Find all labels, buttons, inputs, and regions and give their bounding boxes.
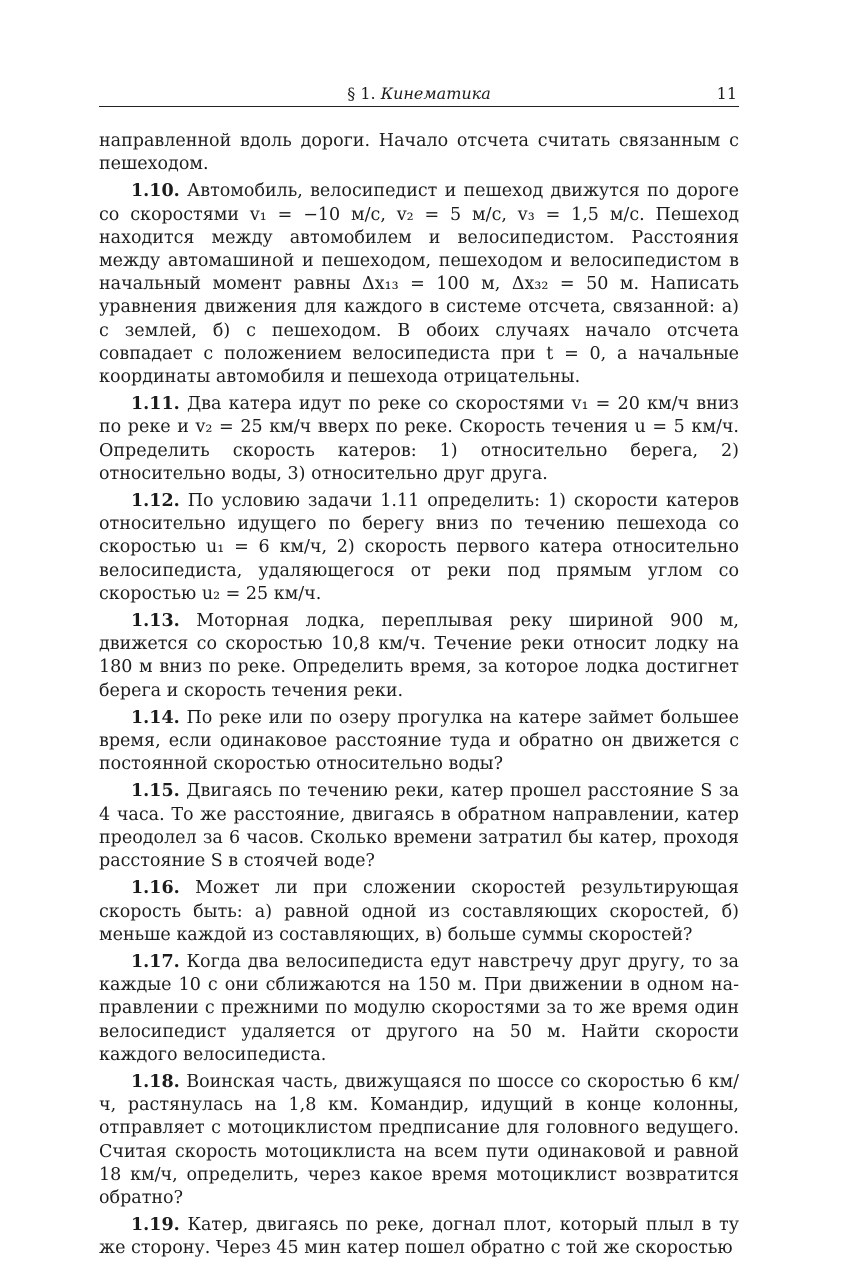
problem-1-11 <box>99 393 739 486</box>
running-head <box>99 82 739 107</box>
problem-1-12 <box>99 490 739 606</box>
section-heading <box>99 84 739 104</box>
problem-text: Когда два велосипедиста едут навстречу друг другу, то за каждые 10 с они сближаются на 150 м. При движении в одном направлении с прежними по модулю скоростями за то же время один велосипедист удаляется от другого на 50 м. Найти скорости каждого велосипедиста. <box>99 951 739 1065</box>
problem-1-15 <box>99 780 739 873</box>
problem-text: По условию задачи 1.11 определить: 1) скорости катеров относительно идущего по берегу вниз по течению пешехода со скоростью u₁ = 6 км/ч, 2) скорость первого катера относительно велосипедиста, удаляющегося от реки под прямым углом со скоростью u₂ = 25 км/ч. <box>99 491 739 604</box>
problem-text: Двигаясь по течению реки, катер прошел расстояние S за 4 часа. То же расстояние, двигаясь в обратном направлении, катер преодолел за 6 часов. Сколько времени затратил бы катер, проходя расстояние S в стоячей воде? <box>99 781 739 872</box>
problem-1-10 <box>99 180 739 389</box>
problem-number: 1.16. <box>131 878 180 899</box>
problem-number: 1.12. <box>131 491 180 512</box>
section-title: Кинематика <box>380 84 491 103</box>
problem-number: 1.10. <box>131 181 180 202</box>
problem-text: Два катера идут по реке со скоростями v₁ = 20 км/ч вниз по реке и v₂ = 25 км/ч вверх по реке. Скорость течения u = 5 км/ч. Определить скорость катеров: 1) относительно берега, 2) относительно воды, 3) относительно друг друга. <box>99 394 739 484</box>
problem-text: Автомобиль, велосипедист и пешеход движутся по дороге со скоростями v₁ = −10 м/с, v₂ = 5 м/с, v₃ = 1,5 м/с. Пешеход находится между автомобилем и велосипедистом. Расстояния между автомашиной и пешеходом, пешеходом и велосипедистом в начальный момент равны Δx₁₃ = 100 м, Δx₃₂ = 50 м. Написать уравнения движения для каждого в системе отсчета, связанной: а) с землей, б) с пешеходом. В обоих случаях начало отсчета совпадает с положением велосипедиста при t = 0, а начальные координаты автомобиля и пешехода отрицательны. <box>99 181 739 388</box>
problem-1-18 <box>99 1071 739 1210</box>
problem-1-16 <box>99 877 739 947</box>
problem-number: 1.14. <box>131 707 180 728</box>
page-number: 11 <box>716 84 737 103</box>
page-body <box>99 130 739 1261</box>
problem-number: 1.18. <box>131 1071 180 1092</box>
problem-text: Может ли при сложении скоростей результирующая скорость быть: а) равной одной из составляющих скоростей, б) меньше каждой из составляющих, в) больше суммы скоростей? <box>99 878 739 945</box>
problem-number: 1.11. <box>131 394 180 415</box>
problem-1-13 <box>99 610 739 703</box>
section-sign: § 1. <box>347 84 376 103</box>
problem-text: Моторная лодка, переплывая реку шириной 900 м, движется со скоростью 10,8 км/ч. Течение реки относит лодку на 180 м вниз по реке. Определить время, за которое лодка достигнет берега и скорость течения реки. <box>99 611 739 701</box>
book-page <box>99 82 739 1265</box>
problem-number: 1.17. <box>131 951 180 972</box>
problem-text: По реке или по озеру прогулка на катере займет большее время, если одинаковое расстояние туда и обратно он движется с постоянной скоростью относительно воды? <box>99 707 739 775</box>
problem-number: 1.13. <box>131 611 180 632</box>
problem-1-17 <box>99 951 739 1067</box>
problem-text: Воинская часть, движущаяся по шоссе со скоростью 6 км/ч, растянулась на 1,8 км. Командир, идущий в конце колонны, отправляет с мотоциклистом предписание для головного ведущего. Считая скорость мотоциклиста на всем пути одинаковой и равной 18 км/ч, определить, через какое время мотоциклист возвратится обратно? <box>99 1071 739 1208</box>
problem-1-14 <box>99 707 739 777</box>
problem-number: 1.19. <box>131 1215 180 1236</box>
problem-number: 1.15. <box>131 781 180 802</box>
problem-1-19 <box>99 1214 739 1260</box>
continuation-paragraph: направленной вдоль дороги. Начало отсчета считать связанным с пешеходом. <box>99 131 739 175</box>
problem-text: Катер, двигаясь по реке, догнал плот, который плыл в ту же сторону. Через 45 мин катер пошел обратно с той же скоростью <box>99 1215 739 1259</box>
